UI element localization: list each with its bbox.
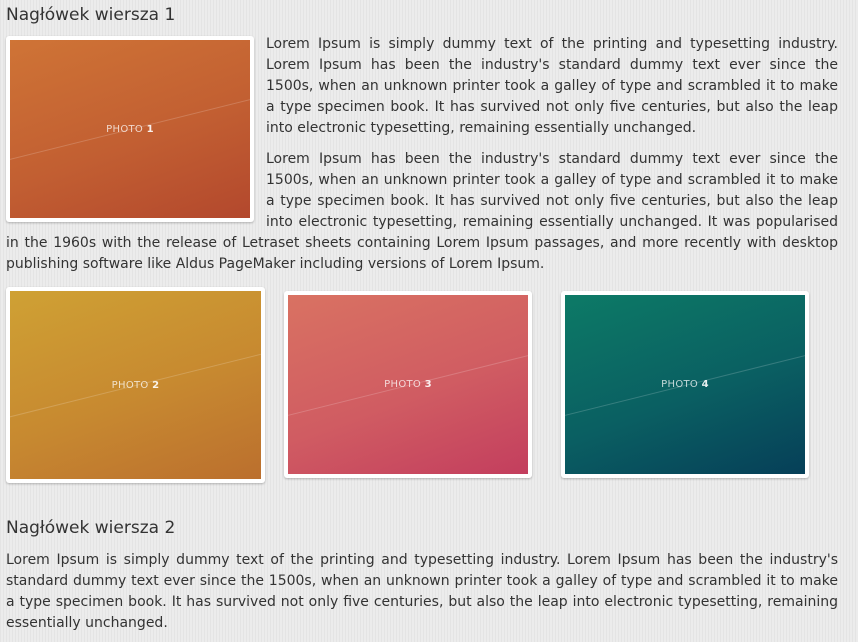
row-1-content [6, 34, 838, 285]
photo-1-frame[interactable] [6, 36, 254, 222]
photo-2-caption: PHOTO 2 [111, 379, 160, 391]
photo-1-image [10, 40, 250, 218]
photo-3-image [288, 295, 528, 474]
row-2-heading: Nagłówek wiersza 2 [6, 518, 176, 538]
photo-3-frame[interactable] [284, 291, 532, 478]
photo-4-caption: PHOTO 4 [661, 379, 709, 390]
photo-4-frame[interactable] [561, 291, 809, 478]
row-1-paragraph-1: Lorem Ipsum is simply dummy text of the printing and typesetting industry. Lorem Ipsum has been the industry's standard dummy text ever since the 1500s, when an unknown printer took a galley of type and scrambled it to make a type specimen book. It has survived not only five centuries, but also the leap into electronic typesetting, remaining essentially unchanged. [266, 36, 838, 136]
photo-3-caption: PHOTO 3 [384, 379, 432, 390]
photo-4-image [565, 295, 805, 474]
photo-2-image [10, 291, 261, 479]
row-2-content [6, 550, 838, 642]
row-1-heading: Nagłówek wiersza 1 [6, 5, 176, 25]
row-2-paragraph: Lorem Ipsum is simply dummy text of the printing and typesetting industry. Lorem Ipsum has been the industry's standard dummy text ever since the 1500s, when an unknown printer took a galley of type and scrambled it to make a type specimen book. It has survived not only five centuries, but also the leap into electronic typesetting, remaining essentially unchanged. [6, 552, 838, 631]
photo-1-caption: PHOTO 1 [106, 123, 154, 135]
row-1-paragraph-2: Lorem Ipsum has been the industry's standard dummy text ever since the 1500s, when an unknown printer took a galley of type and scrambled it to make a type specimen book. It has survived not only five centuries, but also the leap into electronic typesetting, remaining essentially unchanged. It was popularised in the 1960s with the release of Letraset sheets containing Lorem Ipsum passages, and more recently with desktop publishing software like Aldus PageMaker including versions of Lorem Ipsum. [6, 151, 838, 272]
photo-2-frame[interactable] [6, 287, 265, 483]
